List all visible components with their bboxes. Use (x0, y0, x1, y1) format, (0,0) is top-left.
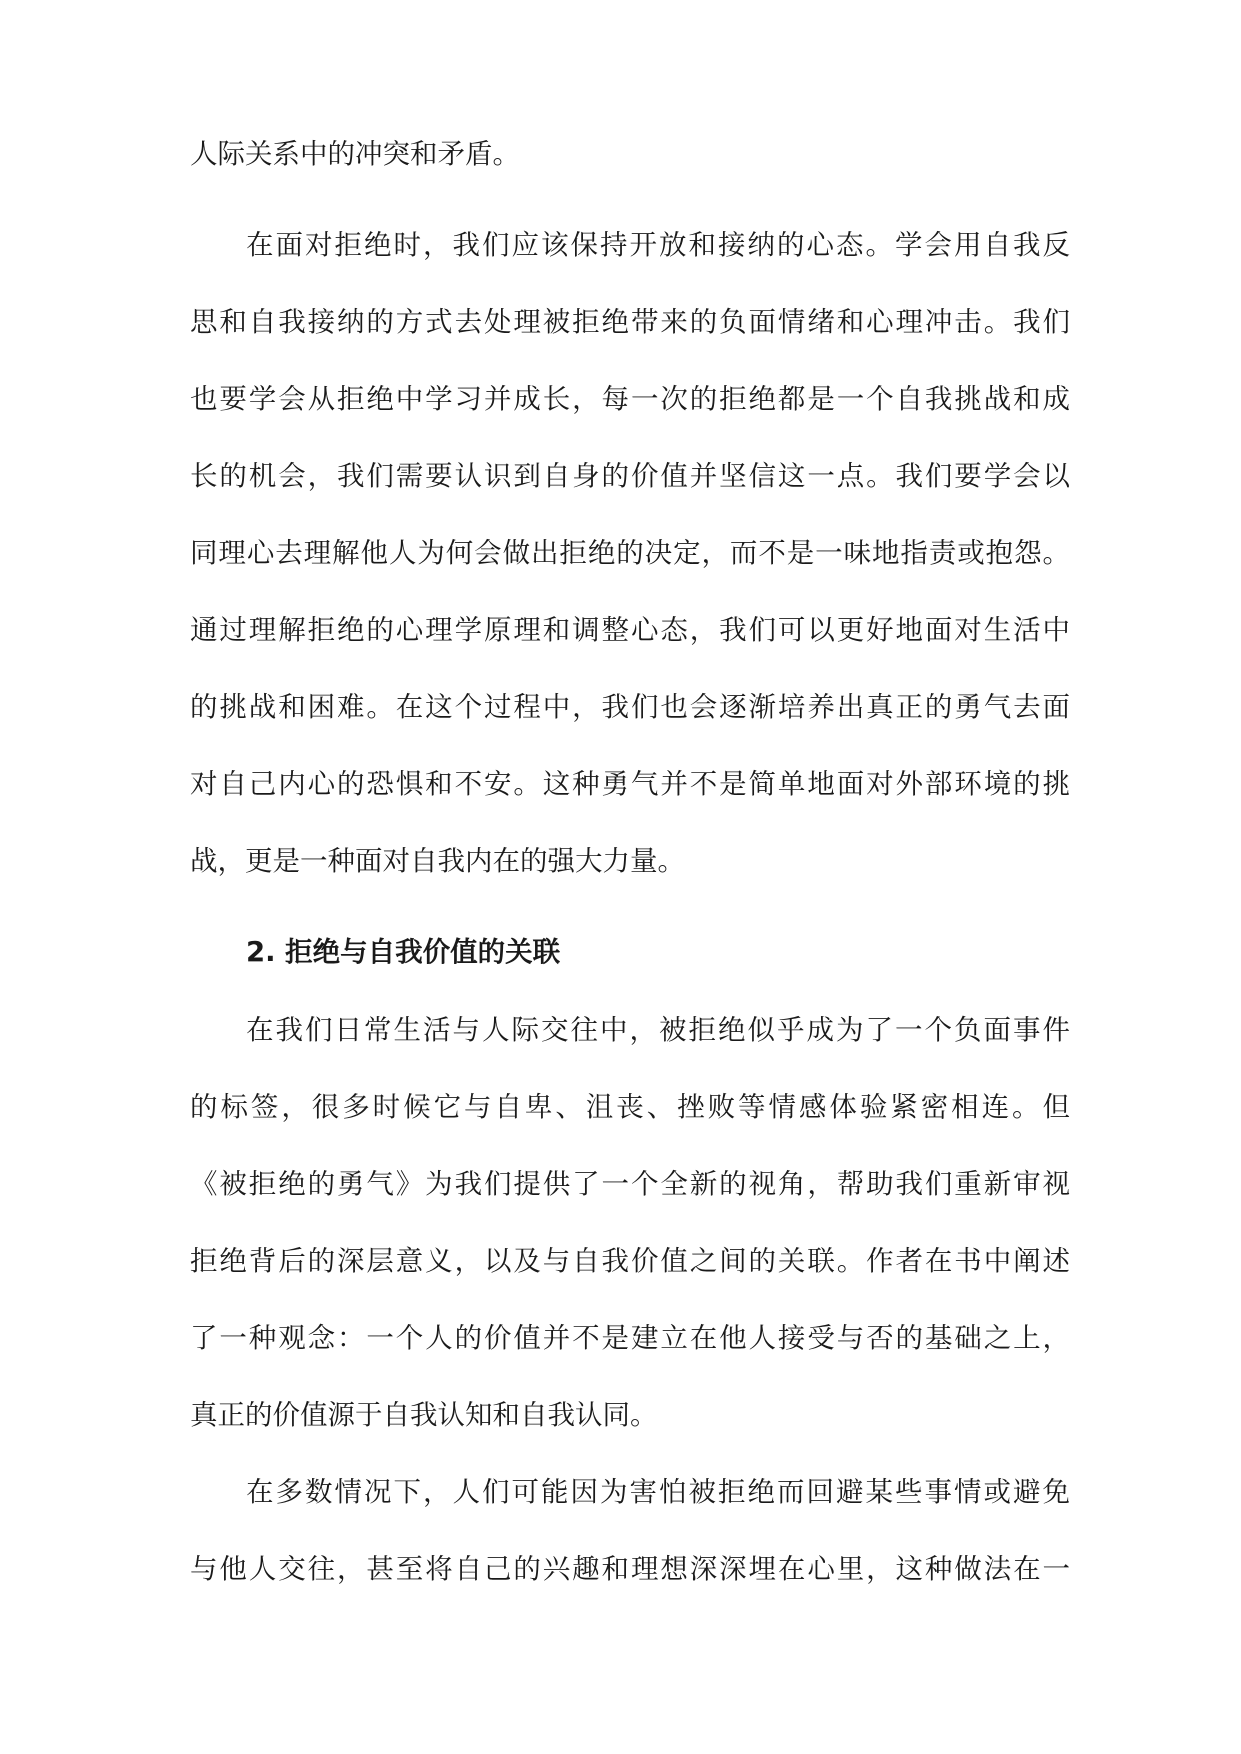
paragraph-line: 也要学会从拒绝中学习并成长，每一次的拒绝都是一个自我挑战和成 (190, 383, 1070, 415)
paragraph-line: 拒绝背后的深层意义，以及与自我价值之间的关联。作者在书中阐述 (190, 1245, 1070, 1277)
paragraph-line: 同理心去理解他人为何会做出拒绝的决定，而不是一味地指责或抱怨。 (190, 537, 1070, 569)
paragraph-line: 战，更是一种面对自我内在的强大力量。 (190, 845, 685, 877)
paragraph-line: 与他人交往，甚至将自己的兴趣和理想深深埋在心里，这种做法在一 (190, 1553, 1070, 1585)
paragraph-line: 真正的价值源于自我认知和自我认同。 (190, 1399, 658, 1431)
paragraph-line: 了一种观念：一个人的价值并不是建立在他人接受与否的基础之上， (190, 1322, 1070, 1354)
paragraph-line: 长的机会，我们需要认识到自身的价值并坚信这一点。我们要学会以 (190, 460, 1070, 492)
paragraph-line: 的标签，很多时候它与自卑、沮丧、挫败等情感体验紧密相连。但 (190, 1091, 1070, 1123)
paragraph-line: 《被拒绝的勇气》为我们提供了一个全新的视角，帮助我们重新审视 (190, 1168, 1070, 1200)
paragraph-line: 对自己内心的恐惧和不安。这种勇气并不是简单地面对外部环境的挑 (190, 768, 1070, 800)
paragraph-line: 通过理解拒绝的心理学原理和调整心态，我们可以更好地面对生活中 (190, 614, 1070, 646)
paragraph-line: 人际关系中的冲突和矛盾。 (190, 138, 520, 170)
section-heading: 2. 拒绝与自我价值的关联 (246, 936, 561, 968)
paragraph-line: 在面对拒绝时，我们应该保持开放和接纳的心态。学会用自我反 (246, 229, 1070, 261)
paragraph-line: 在我们日常生活与人际交往中，被拒绝似乎成为了一个负面事件 (246, 1014, 1070, 1046)
paragraph-line: 在多数情况下，人们可能因为害怕被拒绝而回避某些事情或避免 (246, 1476, 1070, 1508)
paragraph-line: 的挑战和困难。在这个过程中，我们也会逐渐培养出真正的勇气去面 (190, 691, 1070, 723)
paragraph-line: 思和自我接纳的方式去处理被拒绝带来的负面情绪和心理冲击。我们 (190, 306, 1070, 338)
